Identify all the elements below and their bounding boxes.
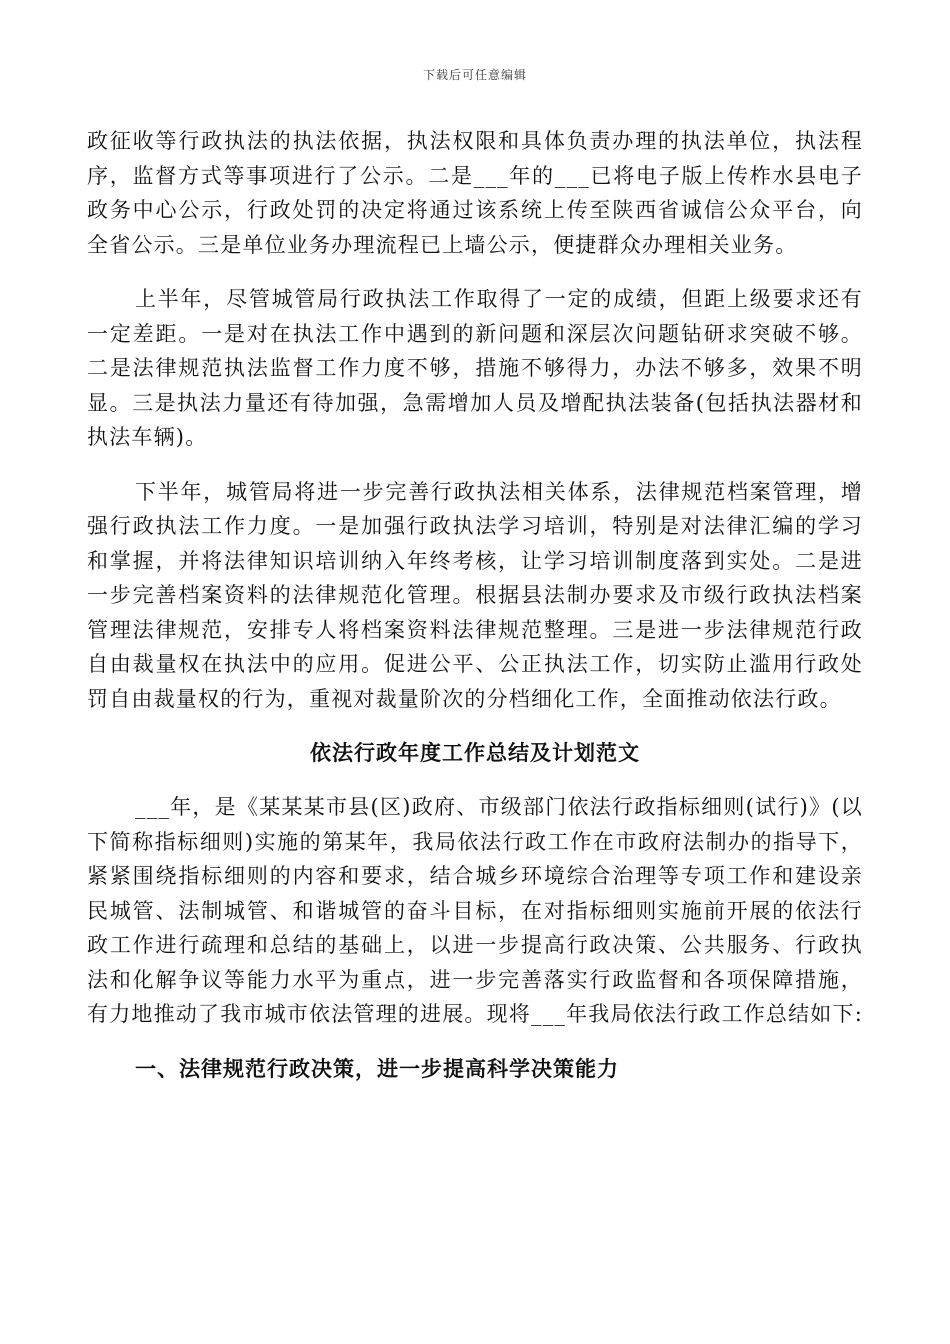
paragraph-continuation: 政征收等行政执法的执法依据，执法权限和具体负责办理的执法单位，执法程序，监督方式等事项进行了公示。二是___年的___已将电子版上传柞水县电子政务中心公示，行政处罚的决定将通过该系统上传至陕西省诚信公众平台，向全省公示。三是单位业务办理流程已上墙公示，便捷群众办理相关业务。 xyxy=(87,129,863,257)
header-note: 下载后可任意编辑 xyxy=(422,68,527,82)
document-body xyxy=(87,124,863,1086)
paragraph-second-half-plan: 下半年，城管局将进一步完善行政执法相关体系，法律规范档案管理，增强行政执法工作力度。一是加强行政执法学习培训，特别是对法律汇编的学习和掌握，并将法律知识培训纳入年终考核，让学习培训制度落到实处。二是进一步完善档案资料的法律规范化管理。根据县法制办要求及市级行政执法档案管理法律规范，安排专人将档案资料法律规范整理。三是进一步法律规范行政自由裁量权在执法中的应用。促进公平、公正执法工作，切实防止滥用行政处罚自由裁量权的行为，重视对裁量阶次的分档细化工作，全面推动依法行政。 xyxy=(87,479,863,711)
section-title: 依法行政年度工作总结及计划范文 xyxy=(310,740,640,765)
paragraph-section-intro: ___年，是《某某某市县(区)政府、市级部门依法行政指标细则(试行)》(以下简称指标细则)实施的第某年，我局依法行政工作在市政府法制办的指导下，紧紧围绕指标细则的内容和要求，结合城乡环境综合治理等专项工作和建设亲民城管、法制城管、和谐城管的奋斗目标，在对指标细则实施前开展的依法行政工作进行疏理和总结的基础上，以进一步提高行政决策、公共服务、行政执法和化解争议等能力水平为重点，进一步完善落实行政监督和各项保障措施，有力地推动了我市城市依法管理的进展。现将___年我局依法行政工作总结如下: xyxy=(87,795,863,1026)
subheading-one: 一、法律规范行政决策，进一步提高科学决策能力 xyxy=(135,1055,619,1081)
paragraph-first-half-review: 上半年，尽管城管局行政执法工作取得了一定的成绩，但距上级要求还有一定差距。一是对在执法工作中遇到的新问题和深层次问题钻研求突破不够。二是法律规范执法监督工作力度不够，措施不够得力，办法不够多，效果不明显。三是执法力量还有待加强，急需增加人员及增配执法装备(包括执法器材和执法车辆)。 xyxy=(87,287,863,449)
